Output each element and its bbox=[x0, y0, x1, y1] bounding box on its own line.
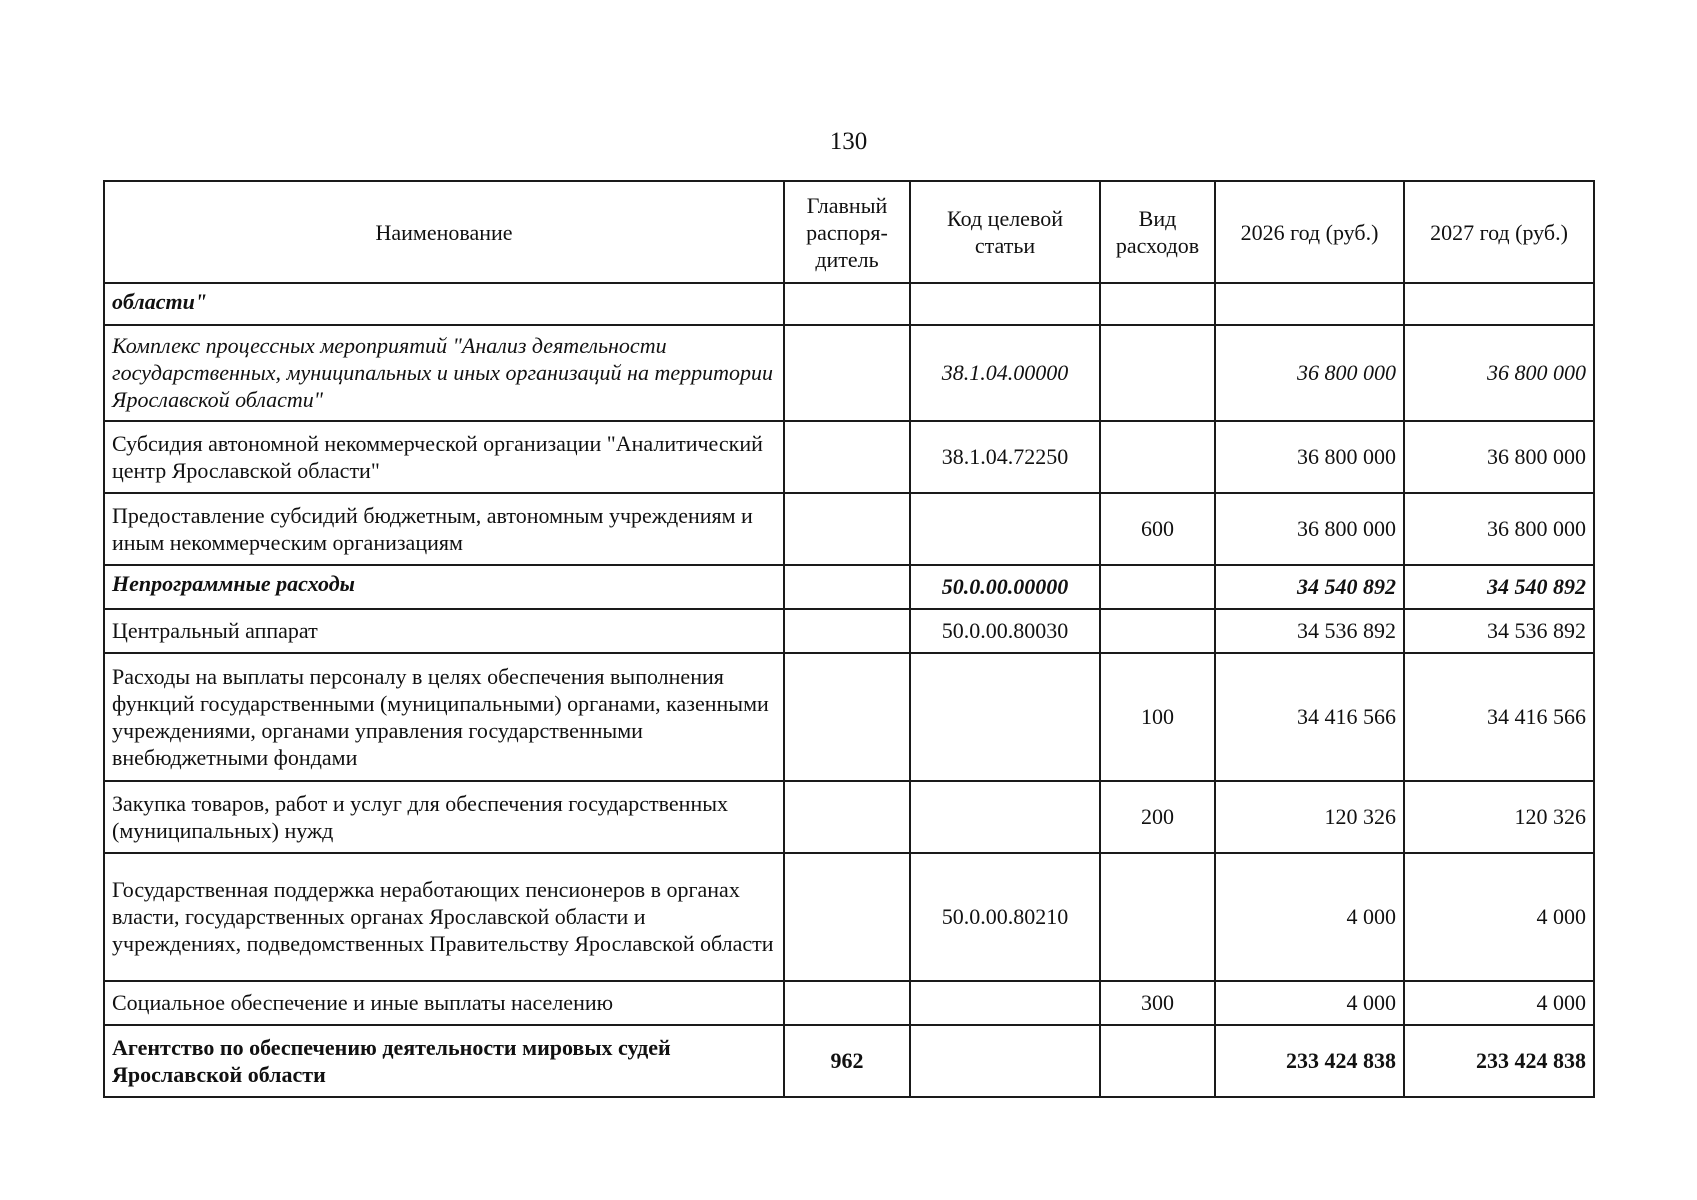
cell-2026: 4 000 bbox=[1215, 981, 1404, 1025]
cell-code bbox=[910, 283, 1100, 325]
cell-admin bbox=[784, 781, 910, 853]
cell-2026: 36 800 000 bbox=[1215, 493, 1404, 565]
cell-2027: 4 000 bbox=[1404, 981, 1594, 1025]
cell-vid bbox=[1100, 421, 1215, 493]
cell-2027: 34 540 892 bbox=[1404, 565, 1594, 609]
cell-2026 bbox=[1215, 283, 1404, 325]
cell-code: 38.1.04.00000 bbox=[910, 325, 1100, 421]
table-row bbox=[104, 853, 1594, 981]
page-number: 130 bbox=[829, 128, 868, 155]
cell-2027 bbox=[1404, 283, 1594, 325]
cell-2027: 36 800 000 bbox=[1404, 421, 1594, 493]
cell-2026: 34 416 566 bbox=[1215, 653, 1404, 781]
cell-admin bbox=[784, 421, 910, 493]
cell-name: Непрограммные расходы bbox=[104, 565, 784, 609]
cell-code: 38.1.04.72250 bbox=[910, 421, 1100, 493]
cell-admin bbox=[784, 493, 910, 565]
table-row bbox=[104, 781, 1594, 853]
cell-2026: 36 800 000 bbox=[1215, 325, 1404, 421]
table-row bbox=[104, 981, 1594, 1025]
table-header-row bbox=[104, 181, 1594, 283]
cell-2027: 36 800 000 bbox=[1404, 493, 1594, 565]
cell-2027: 34 536 892 bbox=[1404, 609, 1594, 653]
header-year-2026: 2026 год (руб.) bbox=[1215, 181, 1404, 283]
cell-name: Социальное обеспечение и иные выплаты населению bbox=[104, 981, 784, 1025]
cell-admin bbox=[784, 325, 910, 421]
cell-vid bbox=[1100, 325, 1215, 421]
cell-code: 50.0.00.80210 bbox=[910, 853, 1100, 981]
table-row bbox=[104, 493, 1594, 565]
table-row bbox=[104, 283, 1594, 325]
cell-vid bbox=[1100, 283, 1215, 325]
cell-name: Расходы на выплаты персоналу в целях обеспечения выполнения функций государственными (муниципальными) органами, казенными учреждениями, органами управления государственными внебюджетными фондами bbox=[104, 653, 784, 781]
cell-admin bbox=[784, 609, 910, 653]
table-row bbox=[104, 421, 1594, 493]
cell-vid bbox=[1100, 565, 1215, 609]
cell-name: Агентство по обеспечению деятельности мировых судей Ярославской области bbox=[104, 1025, 784, 1097]
cell-code bbox=[910, 1025, 1100, 1097]
cell-vid: 100 bbox=[1100, 653, 1215, 781]
cell-admin bbox=[784, 283, 910, 325]
header-vid: Вид расходов bbox=[1100, 181, 1215, 283]
cell-code bbox=[910, 981, 1100, 1025]
cell-2027: 4 000 bbox=[1404, 853, 1594, 981]
header-admin: Главный распоря-дитель bbox=[784, 181, 910, 283]
cell-2026: 36 800 000 bbox=[1215, 421, 1404, 493]
cell-admin: 962 bbox=[784, 1025, 910, 1097]
cell-name: Закупка товаров, работ и услуг для обеспечения государственных (муниципальных) нужд bbox=[104, 781, 784, 853]
cell-2027: 36 800 000 bbox=[1404, 325, 1594, 421]
header-name: Наименование bbox=[104, 181, 784, 283]
cell-vid: 600 bbox=[1100, 493, 1215, 565]
cell-2026: 34 536 892 bbox=[1215, 609, 1404, 653]
cell-name: области" bbox=[104, 283, 784, 325]
cell-2026: 120 326 bbox=[1215, 781, 1404, 853]
cell-admin bbox=[784, 853, 910, 981]
cell-vid bbox=[1100, 609, 1215, 653]
cell-code bbox=[910, 653, 1100, 781]
cell-code bbox=[910, 781, 1100, 853]
cell-code: 50.0.00.80030 bbox=[910, 609, 1100, 653]
cell-code bbox=[910, 493, 1100, 565]
cell-name: Центральный аппарат bbox=[104, 609, 784, 653]
cell-2027: 34 416 566 bbox=[1404, 653, 1594, 781]
header-code: Код целевой статьи bbox=[910, 181, 1100, 283]
table-row bbox=[104, 653, 1594, 781]
cell-code: 50.0.00.00000 bbox=[910, 565, 1100, 609]
cell-name: Государственная поддержка неработающих пенсионеров в органах власти, государственных органах Ярославской области и учреждениях, подведомственных Правительству Ярославской области bbox=[104, 853, 784, 981]
cell-admin bbox=[784, 565, 910, 609]
cell-name: Предоставление субсидий бюджетным, автономным учреждениям и иным некоммерческим организациям bbox=[104, 493, 784, 565]
cell-2026: 34 540 892 bbox=[1215, 565, 1404, 609]
cell-name: Субсидия автономной некоммерческой организации "Аналитический центр Ярославской области" bbox=[104, 421, 784, 493]
cell-2027: 120 326 bbox=[1404, 781, 1594, 853]
cell-vid bbox=[1100, 853, 1215, 981]
cell-vid bbox=[1100, 1025, 1215, 1097]
cell-admin bbox=[784, 653, 910, 781]
cell-2026: 4 000 bbox=[1215, 853, 1404, 981]
cell-admin bbox=[784, 981, 910, 1025]
cell-vid: 200 bbox=[1100, 781, 1215, 853]
table-row bbox=[104, 325, 1594, 421]
budget-table bbox=[103, 180, 1595, 1098]
header-year-2027: 2027 год (руб.) bbox=[1404, 181, 1594, 283]
cell-name: Комплекс процессных мероприятий "Анализ деятельности государственных, муниципальных и иных организаций на территории Ярославской области" bbox=[104, 325, 784, 421]
cell-2026: 233 424 838 bbox=[1215, 1025, 1404, 1097]
table-row bbox=[104, 609, 1594, 653]
table-row bbox=[104, 1025, 1594, 1097]
table-row bbox=[104, 565, 1594, 609]
cell-vid: 300 bbox=[1100, 981, 1215, 1025]
cell-2027: 233 424 838 bbox=[1404, 1025, 1594, 1097]
